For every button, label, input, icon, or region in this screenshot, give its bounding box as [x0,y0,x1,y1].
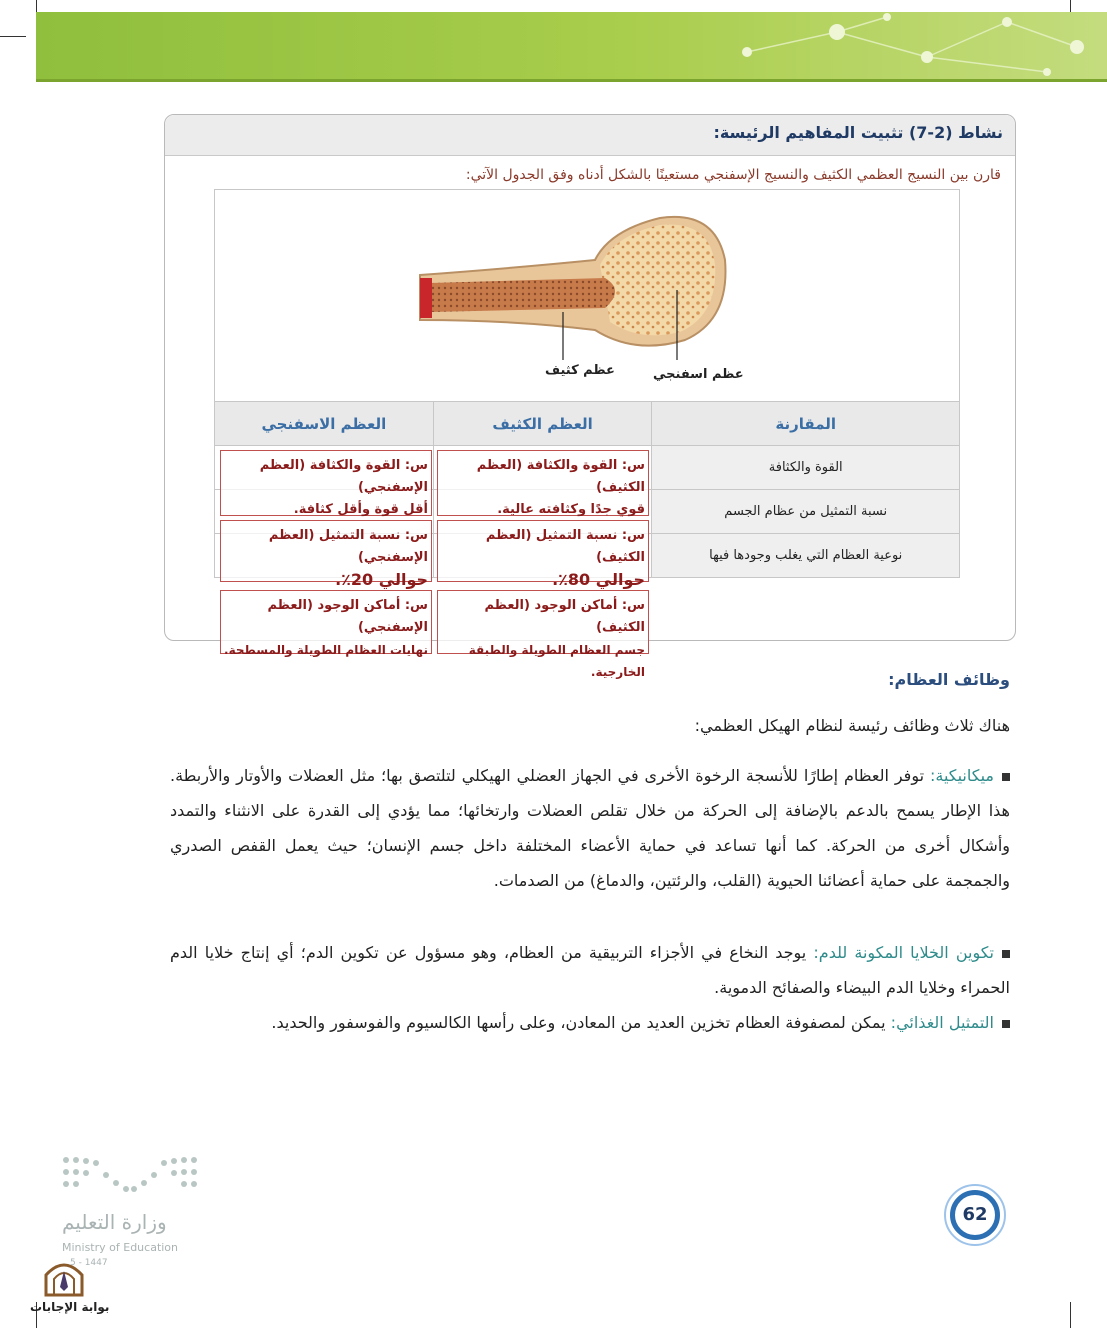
header-spongy: العظم الاسفنجي [215,402,434,446]
bone-figure [214,189,960,403]
activity-header [165,115,1015,156]
answer-question: س: أماكن الوجود (العظم الإسفنجي) [267,598,428,635]
ministry-year: 5 - 1447 [70,1258,108,1268]
bullet-item-mechanical [170,758,1010,898]
answer-text: قوي جدًا وكثافته عالية. [497,502,645,517]
answer-text: نهايات العظام الطويلة والمسطحة. [224,643,428,657]
portal-logo-icon [42,1257,86,1297]
page-number: 62 [950,1190,1000,1240]
bullet-text: يمكن لمصفوفة العظام تخزين العديد من المعادن، وعلى رأسها الكالسيوم والفوسفور والحديد. [271,1013,886,1032]
bullet-item-blood [170,935,1010,1005]
molecule-decoration-icon [627,12,1107,79]
activity-intro: قارن بين النسيج العظمي الكثيف والنسيج الإسفنجي مستعينًا بالشكل أدناه وفق الجدول الآتي: [465,167,1001,183]
ministry-name-arabic: وزارة التعليم [62,1210,167,1234]
answer-question: س: نسبة التمثيل (العظم الكثيف) [485,528,645,565]
ministry-logo-icon [60,1155,200,1200]
answer-text: حوالي 80٪. [552,570,645,589]
bullet-square-icon [1002,1020,1010,1028]
row-label-location: نوعية العظام التي يغلب وجودها فيها [652,534,960,578]
answer-text: جسم العظام الطويلة والطبقة الخارجية. [468,643,645,679]
section-lead: هناك ثلاث وظائف رئيسة لنظام الهيكل العظمي: [694,716,1010,735]
answer-question: س: القوة والكثافة (العظم الكثيف) [476,458,645,495]
bullet-term: ميكانيكية: [929,766,994,785]
label-spongy-bone: عظم اسفنجي [653,367,744,382]
answer-question: س: القوة والكثافة (العظم الإسفنجي) [259,458,428,495]
portal-label: بوابة الإجابات [30,1300,110,1314]
crop-mark [0,36,26,37]
bullet-term: التمثيل الغذائي: [890,1013,994,1032]
crop-mark [1070,1302,1071,1328]
answer-location-spongy[interactable] [220,590,432,657]
ministry-name-english: Ministry of Education [62,1241,179,1254]
bullet-term: تكوين الخلايا المكونة للدم: [813,943,995,962]
answer-text: حوالي 20٪. [335,570,428,589]
bullet-text: يوجد النخاع في الأجزاء التربيقية من العظام، وهو مسؤول عن تكوين الدم؛ أي إنتاج خلايا الدم الحمراء وخلايا الدم البيضاء والصفائح الدموية. [170,943,1010,997]
header-compact: العظم الكثيف [433,402,652,446]
activity-title: نشاط (2-7) تثبيت المفاهيم الرئيسة: [713,123,1003,142]
bullet-square-icon [1002,950,1010,958]
row-label-strength: القوة والكثافة [652,446,960,490]
bullet-text: توفر العظام إطارًا للأنسجة الرخوة الأخرى في الجهاز العضلي الهيكلي لتلتصق بها؛ مثل العضلات والأوتار والأربطة. هذا الإطار يسمح بالدعم بالإضافة إلى الحركة من خلال تقلص العضلات وارتخائها؛ مما يؤدي إلى القدرة على الانثناء والتمدد وأشكال أخرى من الحركة. كما أنها تساعد في حماية الأعضاء المختلفة داخل جسم الإنسان؛ حيث يعمل القفص الصدري والجمجمة على حماية أعضائنا الحيوية (القلب، والرئتين، والدماغ) من الصدمات. [170,766,1010,890]
answer-question: س: نسبة التمثيل (العظم الإسفنجي) [268,528,428,565]
answer-text: أقل قوة وأقل كثافة. [293,502,428,517]
table-header-row [215,402,960,446]
row-label-ratio: نسبة التمثيل من عظام الجسم [652,490,960,534]
header-comparison: المقارنة [652,402,960,446]
bullet-item-metabolism [170,1005,1010,1040]
section-title: وظائف العظام: [888,670,1010,689]
label-compact-bone: عظم كثيف [545,363,615,378]
answer-ratio-spongy[interactable] [220,520,432,589]
answer-location-compact[interactable] [437,590,649,679]
answer-question: س: أماكن الوجود (العظم الكثيف) [484,598,645,635]
answer-strength-compact[interactable] [437,450,649,516]
header-banner [36,12,1107,82]
answer-strength-spongy[interactable] [220,450,432,516]
answer-ratio-compact[interactable] [437,520,649,589]
bullet-square-icon [1002,773,1010,781]
